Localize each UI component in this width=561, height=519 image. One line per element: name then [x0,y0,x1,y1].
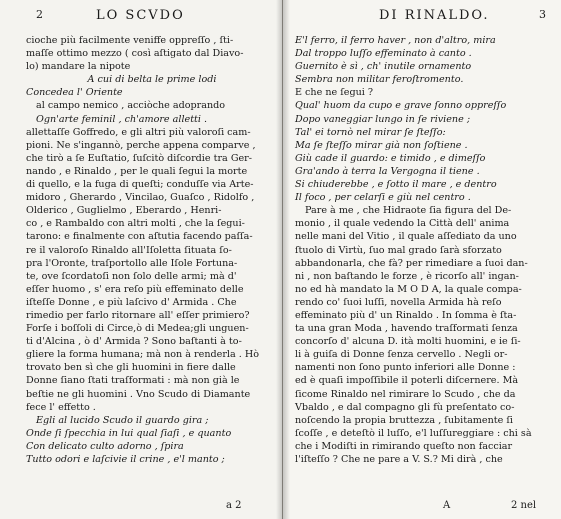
text-line: rimedio per farlo ritornare all' eſſer primiero? [26,309,250,321]
text-line: Pare à me , che Hidraote ſia figura del De- [305,205,512,217]
right-page [283,0,561,519]
book-gutter [276,0,290,519]
text-line: ed è quaſi impoſſibile il poterli diſcernere. Mà [295,375,519,387]
text-line: li à guiſa di Donne ſenza cervello . Negli or- [295,349,508,361]
text-line: rendo co' ſuoi luſſi, novella Armida hà reſo [295,296,502,308]
text-line: tarono: e finalmente con aſtutia facendo paſſa- [26,231,253,243]
text-line: iſteſſe Donne , e più laſcivo d' Armida . Che [26,296,237,308]
text-line: co , e Rambaldo con altri molti , che la ſegui- [26,218,245,230]
running-head-right: DI RINALDO. [379,8,490,23]
text-line: Qual' huom da cupo e grave ſonno oppreſſo [295,100,507,112]
text-line: noſcendo la propia bruttezza , ſubitamente ſi [295,414,513,426]
text-line: Donne ſiano ſtati traſformati : mà non già le [26,375,240,387]
page-number-left: 2 [36,8,43,21]
text-line: Olderico , Guglielmo , Eberardo , Henri- [26,205,222,217]
text-line: Dal troppo luſſo effeminato à canto . [295,48,472,60]
catchword: 2 nel [511,500,537,511]
text-line: beſtie ne gli huomini . Vno Scudo di Diamante [26,388,251,400]
text-line: nelle mani del Vitio , il quale aſſediato da uno [295,231,517,243]
running-head-left: LO SCVDO [96,8,185,23]
text-line: al campo nemico , acciòche adoprando [36,100,226,112]
footer-left: a 2 [226,500,242,511]
text-line: te, ove ſcordatoſi non ſolo delle armi; mà d' [26,270,237,282]
text-line: abbandonarla, che fà? per rimediare a ſuoi dan- [295,257,528,269]
right-body-text [295,34,553,466]
text-line: Ogn'arte feminil , ch'amore alletti . [36,113,208,125]
text-line: ta una gran Moda , havendo traſformati ſenza [295,323,518,335]
text-line: ti d'Alcina , ò d' Armida ? Sono baſtanti à to- [26,336,242,348]
text-line: no ed hà mandato la M O D A, la quale compa- [295,283,522,295]
text-line: eſſer huomo , s' era reſo più effeminato delle [26,283,244,295]
text-line: concorſo d' alcuna D. ità molti huomini, e ie ſi- [295,336,521,348]
left-body-text [26,34,278,466]
text-line: maſſe ottimo mezzo ( così aſtigato dal Diavo- [26,48,244,60]
text-line: Tutto odori e laſcivie il crine , e'l manto ; [26,454,225,465]
text-line: di quello, e la fuga di queſti; conduſſe via Arte- [26,179,254,191]
text-line: namenti non ſono punto inferiori alle Donne : [295,362,516,374]
text-line: Gra'ando à terra la Vergogna il tiene . [295,165,480,177]
text-line: E che ne ſegui ? [295,87,374,99]
text-line: ni , non baſtando le forze , è ricorſo all' ingan- [295,270,519,282]
page-number-right: 3 [539,8,546,21]
text-line: Guernito è sì , ch' inutile ornamento [295,61,472,73]
text-line: ſicome Rinaldo nel rimirare lo Scudo , che da [295,388,516,400]
text-line: Tal' ei tornò nel mirar ſe ſteſſo: [295,126,446,138]
text-line: pioni. Ne s'ingannò, perche appena comparve , [26,139,256,151]
text-line: re il valoroſo Rinaldo all'Iſoletta ſituata ſo- [26,244,232,256]
text-line: A cui di belta le prime lodi [87,74,217,86]
text-line: pra l'Oronte, traſportollo alle Iſole Fortuna- [26,257,238,269]
text-line: che i Modiſti in rimirando queſto non facciar [295,440,513,452]
text-line: allettaſſe Goffredo, e gli altri più valoroſi cam- [26,126,251,138]
text-line: trovato ben sì che gli huomini in fiere dalle [26,362,236,374]
text-line: lo) mandare la nipote [26,61,131,73]
text-line: fece l' effetto . [26,401,96,413]
text-line: E'l ferro, il ferro haver , non d'altro, mira [295,35,496,46]
text-line: Sembra non militar feroſtromento. [295,74,464,86]
text-line: effeminato più d' un Rinaldo . In ſomma è ſta- [295,309,517,321]
text-line: Il foco , per celarſi e giù nel centro . [295,192,471,204]
text-line: midoro , Gherardo , Vincilao, Guaſco , Ridolfo , [26,192,255,204]
text-line: gliere la forma humana; mà non à renderla . Hò [26,349,259,361]
text-line: ſtuolo di Virtù, ſuo mal grado ſarà sforzato [295,244,502,256]
text-line: nando , e Rinaldo , per le quali ſegui la morte [26,165,248,177]
text-line: che tirò a ſe Euſtatio, ſuſcitò diſcordie tra Ger- [26,152,252,164]
text-line: ſcoſſe , e deteſtò il luſſo, e'l luſſureggiare : chi sà [295,427,532,439]
text-line: Ma ſe ſteſſo mirar già non ſoſtiene . [295,139,468,151]
text-line: Forſe i boſſoli di Circe,ò di Medea;gli unguen- [26,323,249,335]
signature-mark: A [443,500,451,511]
text-line: Vbaldo , e dal compagno gli fù preſentato co- [295,401,515,413]
text-line: Onde ſi ſpecchia in lui qual ſiaſi , e quanto [26,427,232,439]
text-line: Con delicato culto adorno , ſpira [26,440,184,452]
text-line: Giù cade il guardo: e timido , e dimeſſo [295,152,486,164]
text-line: Concedea l' Oriente [26,87,123,99]
text-line: monio , il quale vedendo la Città dell' anima [295,218,510,230]
text-line: Egli al lucido Scudo il guardo gira ; [36,414,209,426]
text-line: l'iſteſſo ? Che ne pare a V. S.? Mi dirà , che [295,454,503,465]
text-line: Si chiuderebbe , e ſotto il mare , e dentro [295,179,497,191]
text-line: Dopo vaneggiar lungo in ſe riviene ; [295,113,471,125]
text-line: cioche più facilmente veniffe oppreſſo , ſti- [26,35,234,46]
